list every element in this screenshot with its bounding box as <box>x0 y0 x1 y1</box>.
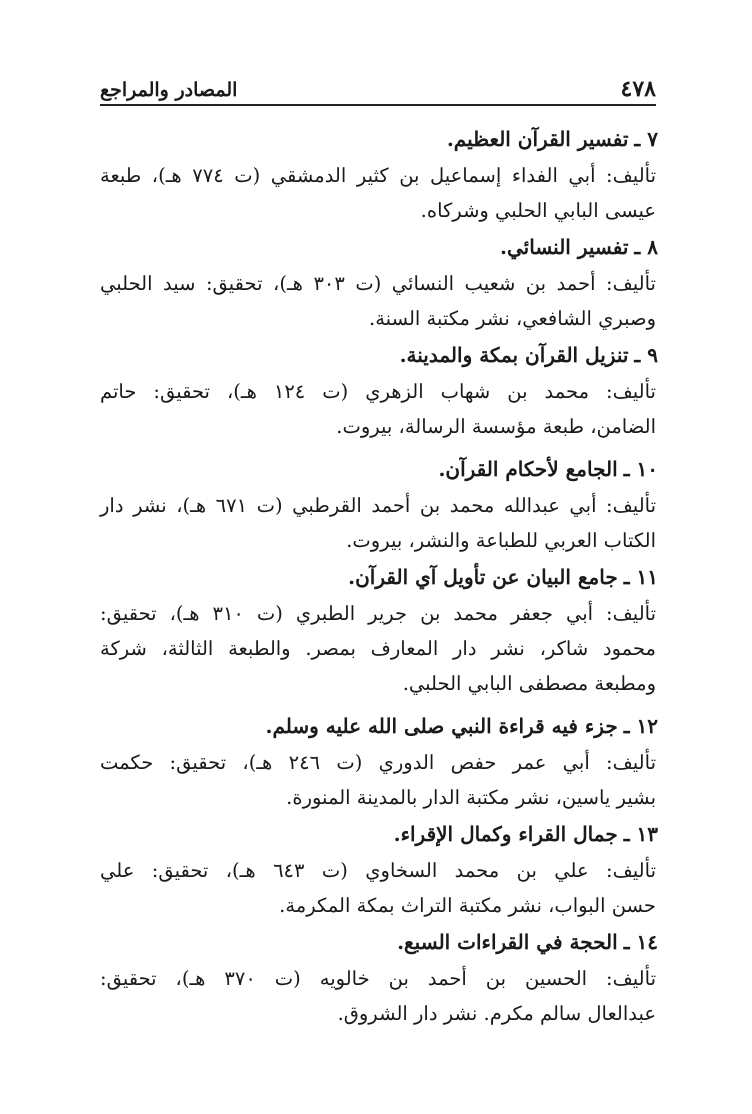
entry-title-text: جزء فيه قراءة النبي صلى الله عليه وسلم. <box>265 714 618 738</box>
page-header <box>100 76 656 106</box>
entry-number: ٩ ـ <box>634 343 658 367</box>
entry-number: ١٠ ـ <box>623 457 658 481</box>
entry-body <box>100 596 658 701</box>
entry-title <box>100 707 658 745</box>
entry-body <box>100 853 658 923</box>
entry-line: تأليف: أبي الفداء إسماعيل بن كثير الدمشقي (ت ٧٧٤ هـ)، طبعة <box>100 164 657 187</box>
entry-number: ١٢ ـ <box>623 714 658 738</box>
entry-title-text: تفسير القرآن العظيم. <box>446 127 629 151</box>
reference-entry-12 <box>100 707 658 815</box>
entry-number: ٨ ـ <box>634 235 658 259</box>
reference-entry-8 <box>100 228 658 336</box>
reference-entry-13 <box>100 815 658 923</box>
reference-entry-7 <box>100 120 658 228</box>
entry-line: تأليف: أبي عبدالله محمد بن أحمد القرطبي (ت ٦٧١ هـ)، نشر دار <box>100 494 657 517</box>
entry-title <box>100 815 658 853</box>
entry-title-text: جمال القراء وكمال الإقراء. <box>393 822 618 846</box>
entry-title-text: الحجة في القراءات السبع. <box>397 930 618 954</box>
reference-entry-9 <box>100 336 658 444</box>
entry-line: حسن البواب، نشر مكتبة التراث بمكة المكرمة. <box>279 894 656 917</box>
entry-body <box>100 158 658 228</box>
entry-line: تأليف: أبي عمر حفص الدوري (ت ٢٤٦ هـ)، تحقيق: حكمت <box>100 751 656 774</box>
entry-title <box>100 228 658 266</box>
entry-line: تأليف: أبي جعفر محمد بن جرير الطبري (ت ٣١٠ هـ)، تحقيق: <box>100 602 657 625</box>
entry-number: ١١ ـ <box>623 565 658 589</box>
entry-title <box>100 336 658 374</box>
entry-title <box>100 923 658 961</box>
reference-entry-10 <box>100 450 658 558</box>
entry-line: محمود شاكر، نشر دار المعارف بمصر. والطبعة الثالثة، شركة <box>100 637 656 660</box>
entry-title <box>100 120 658 158</box>
running-title: المصادر والمراجع <box>100 79 238 101</box>
entry-line: الضامن، طبعة مؤسسة الرسالة، بيروت. <box>336 415 656 438</box>
entry-line: عيسى البابي الحلبي وشركاه. <box>420 199 656 222</box>
entry-line: بشير ياسين، نشر مكتبة الدار بالمدينة المنورة. <box>286 786 656 809</box>
entry-number: ٧ ـ <box>634 127 658 151</box>
entry-title-text: جامع البيان عن تأويل آي القرآن. <box>348 565 618 589</box>
entry-number: ١٣ ـ <box>623 822 658 846</box>
entry-line: الكتاب العربي للطباعة والنشر، بيروت. <box>346 529 656 552</box>
reference-entry-11 <box>100 558 658 701</box>
reference-entry-14 <box>100 923 658 1031</box>
entry-title-text: الجامع لأحكام القرآن. <box>438 457 618 481</box>
entry-number: ١٤ ـ <box>623 930 658 954</box>
entry-body <box>100 266 658 336</box>
entry-title-text: تفسير النسائي. <box>500 235 629 259</box>
entry-body <box>100 488 658 558</box>
references-list <box>100 120 658 1031</box>
entry-line: تأليف: علي بن محمد السخاوي (ت ٦٤٣ هـ)، تحقيق: علي <box>100 859 656 882</box>
entry-line: تأليف: أحمد بن شعيب النسائي (ت ٣٠٣ هـ)، تحقيق: سيد الحلبي <box>100 272 656 295</box>
page-number: ٤٧٨ <box>620 76 656 102</box>
entry-line: ومطبعة مصطفى البابي الحلبي. <box>402 672 656 695</box>
entry-title <box>100 558 658 596</box>
entry-line: تأليف: الحسين بن أحمد بن خالويه (ت ٣٧٠ هـ)، تحقيق: <box>100 967 656 990</box>
entry-body <box>100 374 658 444</box>
entry-body <box>100 961 658 1031</box>
entry-line: وصبري الشافعي، نشر مكتبة السنة. <box>369 307 656 330</box>
entry-title <box>100 450 658 488</box>
entry-body <box>100 745 658 815</box>
entry-line: تأليف: محمد بن شهاب الزهري (ت ١٢٤ هـ)، تحقيق: حاتم <box>100 380 656 403</box>
entry-line: عبدالعال سالم مكرم. نشر دار الشروق. <box>337 1002 656 1025</box>
entry-title-text: تنزيل القرآن بمكة والمدينة. <box>399 343 629 367</box>
